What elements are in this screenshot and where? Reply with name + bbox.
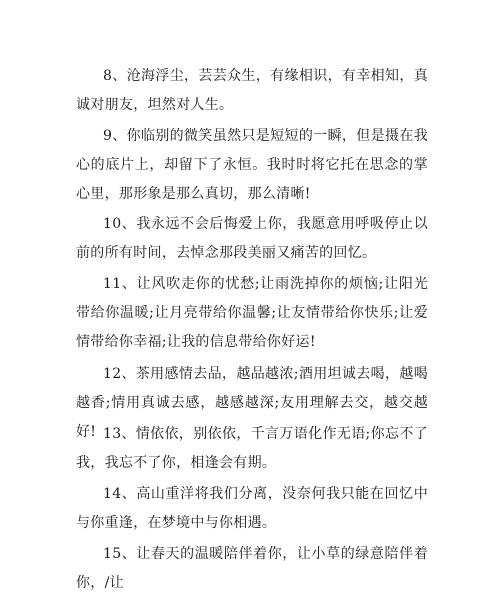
- paragraph-10: 10、我永远不会后悔爱上你，我愿意用呼吸停止以前的所有时间，去悼念那段美丽又痛苦的回忆。: [76, 216, 428, 261]
- paragraph-15: 15、让春天的温暖陪伴着你，让小草的绿意陪伴着你，/让: [76, 546, 428, 591]
- paragraph-11: 11、让风吹走你的忧愁;让雨洗掉你的烦恼;让阳光带给你温暖;让月亮带给你温馨;让友情带给你快乐;让爱情带给你幸福;让我的信息带给你好运!: [76, 276, 428, 350]
- paragraph-8: 8、沧海浮尘，芸芸众生，有缘相识，有幸相知，真诚对朋友，坦然对人生。: [76, 68, 428, 113]
- paragraph-9: 9、你临别的微笑虽然只是短短的一瞬，但是摄在我心的底片上，却留下了永恒。我时时将它托在思念的掌心里，那形象是那么真切，那么清晰!: [76, 128, 428, 202]
- paragraph-12: 12、茶用感情去品，越品越浓;酒用坦诚去喝，越喝越香;情用真诚去感，越感越深;友用理解去交，越交越好!: [76, 366, 428, 440]
- paragraph-14: 14、高山重洋将我们分离，没奈何我只能在回忆中与你重逢，在梦境中与你相遇。: [76, 486, 428, 531]
- paragraph-13: 13、情依依，别依依，千言万语化作无语;你忘不了我，我忘不了你，相逢会有期。: [76, 426, 428, 471]
